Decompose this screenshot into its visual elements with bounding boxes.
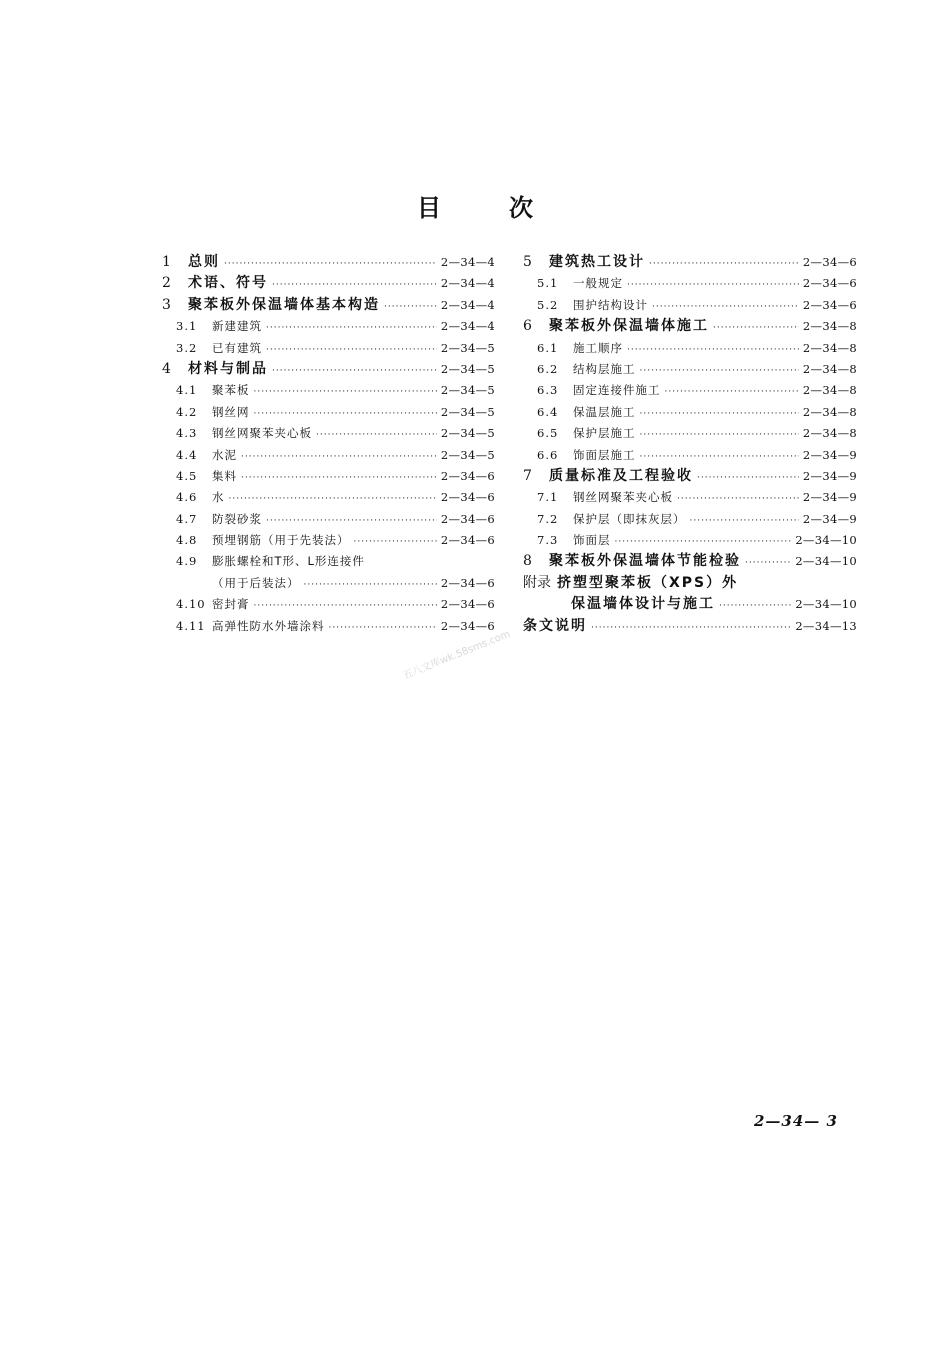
toc-dot-leader <box>640 425 799 444</box>
toc-entry <box>162 616 495 637</box>
toc-dot-leader <box>640 404 799 423</box>
toc-entry-title: 保护层施工 <box>573 426 636 441</box>
toc-entry-title: 建筑热工设计 <box>549 254 645 270</box>
toc-dot-leader <box>649 254 799 273</box>
toc-entry <box>523 530 857 551</box>
toc-entry-number: 6.1 <box>537 340 559 355</box>
toc-entry-number: 4.4 <box>176 447 198 462</box>
toc-entry-number: 4.6 <box>176 490 198 505</box>
toc-entry-number: 7.3 <box>537 533 559 548</box>
toc-entry <box>523 273 857 294</box>
toc-entry <box>523 551 857 572</box>
toc-dot-leader <box>254 596 437 615</box>
toc-entry <box>523 423 857 444</box>
toc-entry <box>162 445 495 466</box>
toc-entry-number: 7.2 <box>537 511 559 526</box>
toc-entry-number: 3.1 <box>176 319 198 334</box>
toc-entry <box>162 402 495 423</box>
toc-entry-title: 保护层（即抹灰层） <box>573 511 686 526</box>
toc-entry-number: 附录 <box>523 574 551 591</box>
toc-entry-page: 2—34—8 <box>802 383 857 398</box>
toc-entry-page: 2—34—4 <box>440 276 495 291</box>
toc-dot-leader <box>677 489 799 508</box>
toc-entry <box>523 509 857 530</box>
toc-dot-leader <box>591 618 791 637</box>
toc-title-part2: 次 <box>509 194 533 222</box>
toc-dot-leader <box>719 596 791 615</box>
toc-entry <box>162 273 495 294</box>
toc-entry-number: 6.6 <box>537 447 559 462</box>
toc-entry-page: 2—34—6 <box>440 490 495 505</box>
toc-entry-number: 3.2 <box>176 340 198 355</box>
toc-entry-page: 2—34—10 <box>795 554 857 569</box>
toc-entry <box>523 316 857 337</box>
toc-entry <box>162 487 495 508</box>
toc-dot-leader <box>329 618 437 637</box>
toc-entry-title: 钢丝网 <box>212 404 250 419</box>
toc-entry-number: 5.2 <box>537 297 559 312</box>
toc-dot-leader <box>713 318 799 337</box>
toc-entry-page: 2—34—6 <box>440 597 495 612</box>
toc-dot-leader <box>229 489 437 508</box>
toc-entry-number: 4.7 <box>176 511 198 526</box>
toc-dot-leader <box>652 297 799 316</box>
toc-entry-page: 2—34—4 <box>440 297 495 312</box>
toc-entry-page: 2—34—6 <box>440 618 495 633</box>
toc-entry-number: 4.3 <box>176 426 198 441</box>
toc-entry-page: 2—34—6 <box>440 533 495 548</box>
toc-dot-leader <box>665 382 799 401</box>
watermark-text: 五八文库wk.58sms.com <box>401 628 512 682</box>
toc-entry-title: 保温层施工 <box>573 404 636 419</box>
toc-entry-number: 7.1 <box>537 490 559 505</box>
toc-entry-title: 水 <box>212 490 225 505</box>
toc-entry-number: 4.9 <box>176 554 198 569</box>
toc-entry-page: 2—34—8 <box>802 404 857 419</box>
toc-entry-title: 聚苯板 <box>212 383 250 398</box>
toc-entry <box>523 487 857 508</box>
toc-entry-page: 2—34—5 <box>440 361 495 376</box>
toc-entry-page: 2—34—8 <box>802 361 857 376</box>
toc-entry <box>162 338 495 359</box>
toc-dot-leader <box>690 511 799 530</box>
toc-entry-page: 2—34—10 <box>795 533 857 548</box>
toc-entry-title: 钢丝网聚苯夹心板 <box>573 490 673 505</box>
toc-right-column <box>523 252 857 637</box>
toc-entry-page: 2—34—9 <box>802 511 857 526</box>
toc-dot-leader <box>254 404 437 423</box>
toc-entry <box>523 402 857 423</box>
toc-dot-leader <box>316 425 437 444</box>
toc-entry <box>523 573 857 594</box>
toc-entry-number: 5 <box>523 254 532 270</box>
toc-entry-page: 2—34—13 <box>795 618 857 633</box>
toc-entry <box>523 295 857 316</box>
toc-entry <box>523 594 857 615</box>
toc-entry <box>523 445 857 466</box>
toc-entry-number: 4.8 <box>176 533 198 548</box>
toc-entry <box>162 295 495 316</box>
toc-entry-title: 施工顺序 <box>573 340 623 355</box>
toc-entry-number: 6.5 <box>537 426 559 441</box>
toc-entry-number: 4.5 <box>176 468 198 483</box>
toc-dot-leader <box>627 340 799 359</box>
toc-entry-page: 2—34—6 <box>440 468 495 483</box>
toc-entry-number: 6.3 <box>537 383 559 398</box>
toc-dot-leader <box>266 318 437 337</box>
toc-entry-page: 2—34—9 <box>802 490 857 505</box>
toc-entry-page: 2—34—4 <box>440 255 495 269</box>
toc-entry <box>162 466 495 487</box>
toc-dot-leader <box>354 532 437 551</box>
toc-entry-title: 密封膏 <box>212 597 250 612</box>
toc-entry-number: 7 <box>523 467 532 484</box>
toc-entry-title: 钢丝网聚苯夹心板 <box>212 426 312 441</box>
toc-entry-title: 保温墙体设计与施工 <box>571 596 715 613</box>
toc-dot-leader <box>697 468 799 487</box>
toc-entry-title: 聚苯板外保温墙体施工 <box>549 318 709 335</box>
toc-dot-leader <box>384 297 437 316</box>
toc-entry-title: 总则 <box>188 254 220 270</box>
toc-entry-page: 2—34—6 <box>802 255 857 269</box>
toc-entry <box>162 530 495 551</box>
toc-entry-number: 4.11 <box>176 618 206 633</box>
toc-title <box>0 188 950 223</box>
toc-entry-number: 1 <box>162 254 171 270</box>
toc-entry-number: 4.10 <box>176 597 206 612</box>
toc-entry-number: 6 <box>523 318 532 335</box>
toc-title-part1: 目 <box>417 194 441 222</box>
toc-entry-number: 2 <box>162 275 171 292</box>
toc-entry-page: 2—34—8 <box>802 319 857 334</box>
toc-entry-title: 防裂砂浆 <box>212 511 262 526</box>
toc-entry <box>162 551 495 572</box>
toc-entry-title: 饰面层 <box>573 533 611 548</box>
toc-entry-title: 已有建筑 <box>212 340 262 355</box>
toc-entry <box>162 380 495 401</box>
toc-entry-title: 饰面层施工 <box>573 447 636 462</box>
toc-entry <box>523 338 857 359</box>
toc-dot-leader <box>640 447 799 466</box>
toc-entry-title: 挤塑型聚苯板（XPS）外 <box>557 574 739 591</box>
toc-entry-page: 2—34—6 <box>802 297 857 312</box>
toc-entry <box>162 359 495 380</box>
toc-dot-leader <box>241 468 437 487</box>
toc-entry-page: 2—34—10 <box>795 597 857 612</box>
toc-entry-title: 高弹性防水外墙涂料 <box>212 618 325 633</box>
toc-entry-page: 2—34—9 <box>802 447 857 462</box>
toc-entry-page: 2—34—9 <box>802 468 857 483</box>
toc-entry-number: 6.4 <box>537 404 559 419</box>
toc-entry-page: 2—34—5 <box>440 340 495 355</box>
toc-entry-number: 4.1 <box>176 383 198 398</box>
toc-entry-title: 集料 <box>212 468 237 483</box>
toc-entry-page: 2—34—6 <box>440 575 495 590</box>
toc-entry-page: 2—34—5 <box>440 383 495 398</box>
toc-entry-title: （用于后装法） <box>212 575 300 590</box>
toc-entry-title: 质量标准及工程验收 <box>549 467 693 484</box>
toc-entry-title: 术语、符号 <box>188 275 268 292</box>
toc-entry-title: 一般规定 <box>573 276 623 291</box>
toc-entry <box>523 359 857 380</box>
toc-entry <box>523 466 857 487</box>
toc-entry-page: 2—34—5 <box>440 404 495 419</box>
toc-dot-leader <box>640 361 799 380</box>
toc-entry-number: 6.2 <box>537 361 559 376</box>
toc-entry-title: 水泥 <box>212 447 237 462</box>
toc-entry-number: 4.2 <box>176 404 198 419</box>
toc-entry-title: 结构层施工 <box>573 361 636 376</box>
toc-entry <box>162 509 495 530</box>
toc-entry <box>523 252 857 273</box>
toc-dot-leader <box>266 511 437 530</box>
toc-entry-title: 膨胀螺栓和T形、L形连接件 <box>212 554 365 569</box>
toc-entry-title: 新建建筑 <box>212 319 262 334</box>
toc-left-column <box>162 252 495 637</box>
toc-entry-page: 2—34—5 <box>440 426 495 441</box>
toc-entry-title: 聚苯板外保温墙体节能检验 <box>549 553 741 570</box>
page-number: 2—34— 3 <box>754 1112 838 1130</box>
toc-entry-page: 2—34—8 <box>802 426 857 441</box>
toc-entry-number: 8 <box>523 553 532 570</box>
toc-entry-title: 固定连接件施工 <box>573 383 661 398</box>
toc-entry-page: 2—34—5 <box>440 447 495 462</box>
toc-dot-leader <box>745 553 791 572</box>
toc-entry-number: 4 <box>162 360 171 377</box>
toc-dot-leader <box>272 361 437 380</box>
toc-entry <box>162 252 495 273</box>
toc-entry-number: 3 <box>162 296 171 313</box>
toc-entry <box>162 594 495 615</box>
toc-dot-leader <box>254 382 437 401</box>
toc-entry <box>162 316 495 337</box>
toc-dot-leader <box>266 340 437 359</box>
toc-entry-page: 2—34—8 <box>802 340 857 355</box>
toc-entry-page: 2—34—6 <box>440 511 495 526</box>
toc-entry-title: 围护结构设计 <box>573 297 648 312</box>
toc-dot-leader <box>272 275 437 294</box>
toc-dot-leader <box>304 575 437 594</box>
toc-entry-title: 条文说明 <box>523 617 587 634</box>
toc-dot-leader <box>627 275 799 294</box>
toc-dot-leader <box>241 447 437 466</box>
toc-entry-page: 2—34—4 <box>440 319 495 334</box>
toc-entry <box>162 573 495 594</box>
toc-entry <box>523 380 857 401</box>
toc-entry-title: 材料与制品 <box>188 360 268 377</box>
toc-entry-number: 5.1 <box>537 276 559 291</box>
toc-entry <box>523 616 857 637</box>
toc-dot-leader <box>615 532 792 551</box>
toc-entry-page: 2—34—6 <box>802 276 857 291</box>
toc-entry-title: 预埋钢筋（用于先装法） <box>212 533 350 548</box>
toc-entry-title: 聚苯板外保温墙体基本构造 <box>188 296 380 313</box>
toc-entry <box>162 423 495 444</box>
toc-dot-leader <box>224 254 437 273</box>
